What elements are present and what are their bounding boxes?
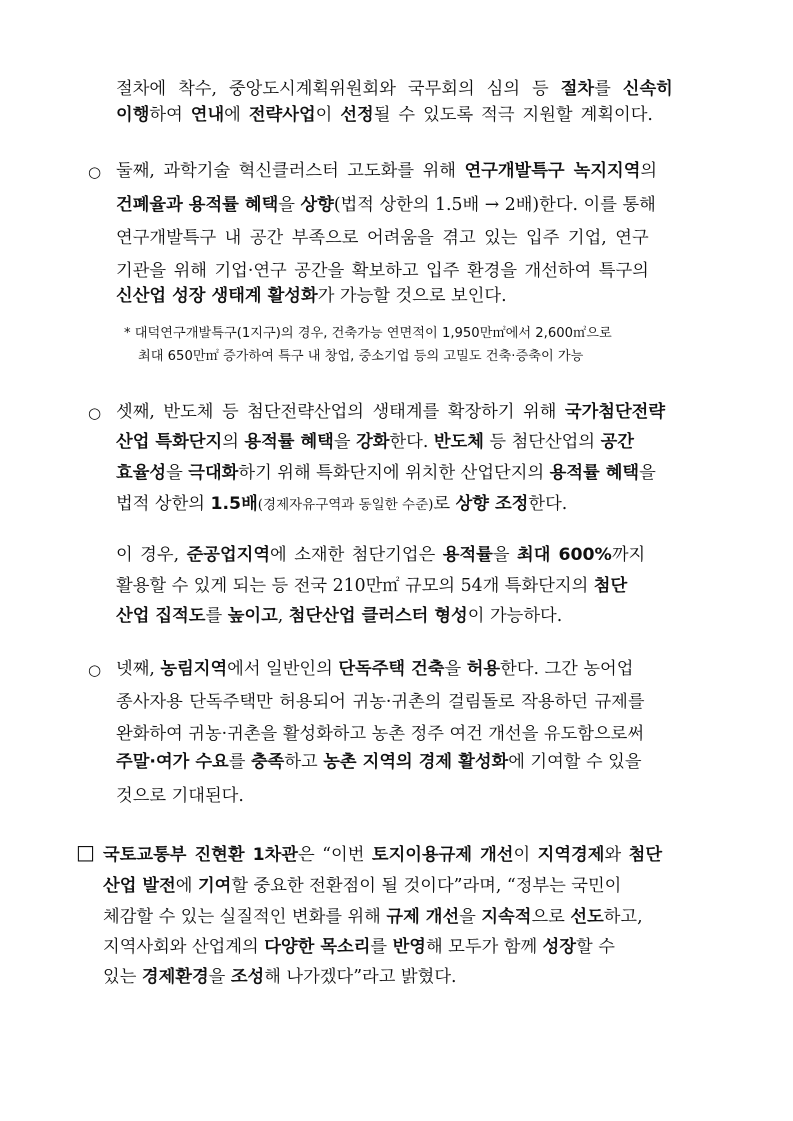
bullet-circle-2: ○ <box>88 163 102 181</box>
item3-line-3: 효율성을 극대화하기 위해 특화단지에 위치한 산업단지의 용적률 혜택을 <box>116 463 656 483</box>
item3-line-6: 활용할 수 있게 되는 등 전국 210만㎡ 규모의 54개 특화단지의 첨단 <box>116 576 628 596</box>
item5-line-4: 지역사회와 산업계의 다양한 목소리를 반영해 모두가 함께 성장할 수 <box>103 937 615 957</box>
bullet-circle-4: ○ <box>88 661 102 679</box>
item4-line-5: 것으로 기대된다. <box>116 786 244 806</box>
item3-line-1: 셋째, 반도체 등 첨단전략산업의 생태계를 확장하기 위해 국가첨단전략 <box>116 402 666 422</box>
item2-note-line-2: 최대 650만㎡ 증가하여 특구 내 창업, 중소기업 등의 고밀도 건축·증축이 가능 <box>138 349 584 364</box>
item4-line-3: 완화하여 귀농·귀촌을 활성화하고 농촌 정주 여건 개선을 유도함으로써 <box>116 724 645 744</box>
item3-line-5: 이 경우, 준공업지역에 소재한 첨단기업은 용적률을 최대 600%까지 <box>116 545 646 565</box>
item3-line-4: 법적 상한의 1.5배(경제자유구역과 동일한 수준)로 상향 조정한다. <box>116 494 568 514</box>
p1-line-1: 절차에 착수, 중앙도시계획위원회와 국무회의 심의 등 절차를 신속히 <box>116 79 673 99</box>
p1-line-2: 이행하여 연내에 전략사업이 선정될 수 있도록 적극 지원할 계획이다. <box>116 105 653 125</box>
item5-line-5: 있는 경제환경을 조성해 나가겠다”라고 밝혔다. <box>103 967 457 987</box>
item2-line-1: 둘째, 과학기술 혁신클러스터 고도화를 위해 연구개발특구 녹지지역의 <box>116 161 658 181</box>
item2-line-3: 연구개발특구 내 공간 부족으로 어려움을 겪고 있는 입주 기업, 연구 <box>116 228 649 248</box>
item2-line-5: 신산업 성장 생태계 활성화가 가능할 것으로 보인다. <box>116 286 507 306</box>
item4-line-2: 종사자용 단독주택만 허용되어 귀농·귀촌의 걸림돌로 작용하던 규제를 <box>116 692 645 712</box>
item5-line-2: 산업 발전에 기여할 중요한 전환점이 될 것이다”라며, “정부는 국민이 <box>103 876 622 896</box>
item2-note-line-1: * 대덕연구개발특구(1지구)의 경우, 건축가능 연면적이 1,950만㎡에서 2,600㎡으로 <box>124 326 612 341</box>
item5-line-3: 체감할 수 있는 실질적인 변화를 위해 규제 개선을 지속적으로 선도하고, <box>103 907 643 927</box>
item4-line-4: 주말·여가 수요를 충족하고 농촌 지역의 경제 활성화에 기여할 수 있을 <box>116 752 642 772</box>
item4-line-1: 넷째, 농림지역에서 일반인의 단독주택 건축을 허용한다. 그간 농어업 <box>116 659 634 679</box>
item2-line-2: 건폐율과 용적률 혜택을 상향(법적 상한의 1.5배 → 2배)한다. 이를 통해 <box>116 195 656 215</box>
item3-line-7: 산업 집적도를 높이고, 첨단산업 클러스터 형성이 가능하다. <box>116 606 563 626</box>
bullet-square-5: □ <box>76 840 95 864</box>
item5-line-1: 국토교통부 진현환 1차관은 “이번 토지이용규제 개선이 지역경제와 첨단 <box>103 845 663 865</box>
bullet-circle-3: ○ <box>88 404 102 422</box>
item3-line-2: 산업 특화단지의 용적률 혜택을 강화한다. 반도체 등 첨단산업의 공간 <box>116 432 634 452</box>
item2-line-4: 기관을 위해 기업·연구 공간을 확보하고 입주 환경을 개선하여 특구의 <box>116 261 649 281</box>
